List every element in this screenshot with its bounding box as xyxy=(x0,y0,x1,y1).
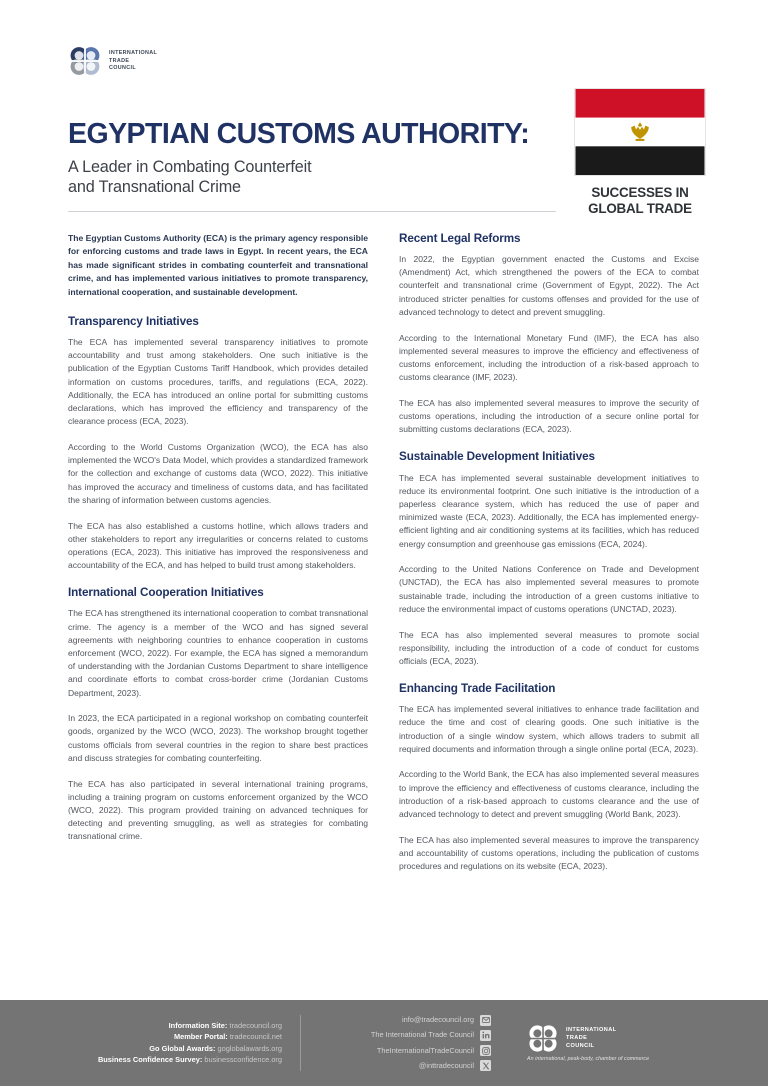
section-heading-recent-legal-reforms: Recent Legal Reforms xyxy=(399,232,521,245)
paragraph: According to the United Nations Conference on Trade and Development (UNCTAD), the ECA has also implemented several measures to promote sustainable trade, including the introduction of a green customs initiative to reduce the environmental impact of customs operations (UNCTAD, 2023). xyxy=(399,564,699,614)
footer-link-row[interactable] xyxy=(0,1033,282,1041)
paragraph: The ECA has strengthened its international cooperation to combat transnational crime. The agency is a member of the WCO and has signed several agreements with neighboring countries to enhance cooperation in customs enforcement (WCO, 2022). For example, the ECA has signed a memorandum of understanding with the Jordanian Customs Department to share intelligence and coordinate efforts to combat cross-border crime (Jordanian Customs Department, 2023). xyxy=(68,608,368,698)
section-heading-enhancing-trade-facilitation: Enhancing Trade Facilitation xyxy=(399,682,556,696)
footer-brand-word-3: COUNCIL xyxy=(566,1042,595,1049)
footer-social-row[interactable] xyxy=(319,1045,491,1056)
paragraph: The ECA has implemented several initiatives to enhance trade facilitation and reduce the time and cost of clearing goods. One such initiative is the introduction of a single window system, which allows traders to submit all required documents and information through a single online portal (ECA, 2023). xyxy=(399,704,699,754)
footer-link-label: Business Confidence Survey: xyxy=(97,1054,203,1064)
paragraph: According to the World Customs Organization (WCO), the ECA has also implemented the WCO's Data Model, which provides a standardized framework for the collection and exchange of customs data (WCO, 2022). This initiative has improved the accuracy and timeliness of customs data, and has facilitated the sharing of information between customs agencies. xyxy=(68,441,368,505)
page-subtitle-line-1: A Leader in Combating Counterfeit xyxy=(68,158,312,177)
badge-caption xyxy=(574,185,706,217)
document-header xyxy=(0,0,768,232)
footer-link-value[interactable]: tradecouncil.org xyxy=(229,1020,282,1030)
footer-brand xyxy=(491,1024,710,1062)
article-body xyxy=(0,232,768,886)
footer-links xyxy=(0,1022,300,1064)
badge-caption-line-1: SUCCESSES IN xyxy=(591,185,689,200)
paragraph: The ECA has also implemented several measures to promote social responsibility, including the introduction of a code of conduct for customs officials (ECA, 2023). xyxy=(399,629,699,666)
footer-link-row[interactable] xyxy=(0,1045,282,1053)
footer-link-value[interactable]: tradecouncil.net xyxy=(229,1032,282,1042)
instagram-icon[interactable] xyxy=(480,1045,491,1056)
email-icon[interactable] xyxy=(480,1015,491,1026)
paragraph: In 2022, the Egyptian government enacted the Customs and Excise (Amendment) Act, which strengthened the powers of the ECA to combat counterfeit and transnational crime (Government of Egypt, 2022). The Act introduced stricter penalties for customs offenses and provided for the use of advanced technology to detect and prevent smuggling. xyxy=(399,254,699,317)
section-heading-sustainable-development: Sustainable Development Initiatives xyxy=(399,450,595,464)
paragraph: The ECA has implemented several sustainable development initiatives to reduce its environmental footprint. One such initiative is the introduction of a paperless clearance system, which has reduced the use of paper and minimized waste (ECA, 2023). Additionally, the ECA has implemented energy-efficient lighting and air conditioning systems at its facilities, which has reduced energy consumption and greenhouse gas emissions (ECA, 2024). xyxy=(399,472,699,549)
footer-brand-word-1: INTERNATIONAL xyxy=(566,1027,617,1034)
footer-link-row[interactable] xyxy=(0,1056,282,1064)
linkedin-icon[interactable] xyxy=(480,1030,491,1041)
paragraph: In 2023, the ECA participated in a regional workshop on combating counterfeit goods, organized by the WCO (WCO, 2023). The workshop brought together customs officials from several countries in the region to share best practices and discuss strategies for combating counterfeiting. xyxy=(68,713,368,763)
footer-social-text: The International Trade Council xyxy=(370,1030,474,1040)
paragraph: The ECA has also participated in several international training programs, including a training program on customs enforcement organized by the WCO (WCO, 2022). This program provided training on advanced techniques for detecting and preventing smuggling, as well as strategies for combating transnational crime. xyxy=(68,778,368,842)
brand-word-1: INTERNATIONAL xyxy=(109,50,158,57)
footer-link-label: Information Site: xyxy=(168,1020,228,1030)
footer-social-row[interactable] xyxy=(319,1030,491,1041)
footer-link-label: Member Portal: xyxy=(173,1032,228,1042)
badge-caption-line-2: GLOBAL TRADE xyxy=(588,200,692,216)
paragraph: According to the International Monetary Fund (IMF), the ECA has also implemented several measures to improve the efficiency and effectiveness of customs enforcement, including the introduction of a risk-based approach to customs clearance (IMF, 2023). xyxy=(399,332,699,383)
section-heading-international-cooperation: International Cooperation Initiatives xyxy=(68,586,264,600)
paragraph: The ECA has also implemented several measures to improve the security of customs operations, including the introduction of a secure online portal for submitting customs declarations (ECA, 2023). xyxy=(399,397,699,435)
paragraph: The ECA has also implemented several measures to improve the transparency and accountability of customs operations, including the publication of customs procedures and regulations on its website (ECA, 2023). xyxy=(399,834,699,872)
page-subtitle-line-2: and Transnational Crime xyxy=(68,178,241,197)
x-twitter-icon[interactable] xyxy=(480,1060,491,1071)
lead-paragraph: The Egyptian Customs Authority (ECA) is the primary agency responsible for enforcing customs and trade laws in Egypt. In recent years, the ECA has made significant strides in combating counterfeit and transnational crime, and has implemented various initiatives to promote transparency, international cooperation, and sustainable development. xyxy=(68,233,368,297)
paragraph: According to the World Bank, the ECA has also implemented several measures to improve the efficiency and effectiveness of customs clearance, including the introduction of a risk-based approach to customs clearance and the use of advanced technology to detect and prevent smuggling (World Bank, 2023). xyxy=(399,769,699,820)
title-block xyxy=(68,119,556,212)
itc-cloverleaf-logo-icon xyxy=(68,46,102,76)
footer-tagline: An international, peak-body, chamber of commerce xyxy=(527,1056,650,1062)
brand-word-3: COUNCIL xyxy=(109,65,137,72)
page-title: EGYPTIAN CUSTOMS AUTHORITY: xyxy=(68,118,530,150)
paragraph: The ECA has also established a customs hotline, which allows traders and other stakeholders to report any irregularities or concerns related to customs operations (ECA, 2023). This initiative has improved the responsiveness and accountability of the ECA, and has helped to build trust among stakeholders. xyxy=(68,520,368,571)
itc-logo-wordmark xyxy=(109,50,157,71)
footer-social-text: info@tradecouncil.org xyxy=(401,1015,474,1025)
page-footer xyxy=(0,1000,768,1086)
itc-logo xyxy=(68,44,706,78)
footer-social-row[interactable] xyxy=(319,1060,491,1071)
egypt-flag-icon xyxy=(574,88,706,176)
section-heading-transparency: Transparency Initiatives xyxy=(68,315,199,329)
brand-word-2: TRADE xyxy=(109,57,130,64)
left-column xyxy=(68,232,368,886)
footer-social-text: @inttradecouncil xyxy=(418,1060,474,1070)
right-column xyxy=(399,232,699,886)
itc-cloverleaf-logo-icon xyxy=(527,1024,559,1053)
footer-brand-word-2: TRADE xyxy=(566,1035,588,1042)
footer-link-row[interactable] xyxy=(0,1022,282,1030)
footer-social-row[interactable] xyxy=(319,1015,491,1026)
page-subtitle xyxy=(68,158,556,198)
footer-social-links xyxy=(301,1015,491,1072)
footer-link-label: Go Global Awards: xyxy=(149,1043,216,1053)
flag-badge xyxy=(574,88,706,217)
footer-link-value[interactable]: businessconfidence.org xyxy=(204,1054,282,1064)
footer-social-text: TheInternationalTradeCouncil xyxy=(376,1045,474,1055)
footer-logo-wordmark xyxy=(566,1027,616,1049)
paragraph: The ECA has implemented several transparency initiatives to promote accountability and trust among stakeholders. One such initiative is the publication of the Egyptian Customs Tariff Handbook, which provides detailed information on customs procedures, tariffs, and regulations (ECA, 2022). Additionally, the ECA has introduced an online portal for submitting customs declarations, which has improved the efficiency and transparency of the clearance process (ECA, 2023). xyxy=(68,337,368,427)
header-divider xyxy=(68,211,556,212)
footer-link-value[interactable]: goglobalawards.org xyxy=(217,1043,282,1053)
